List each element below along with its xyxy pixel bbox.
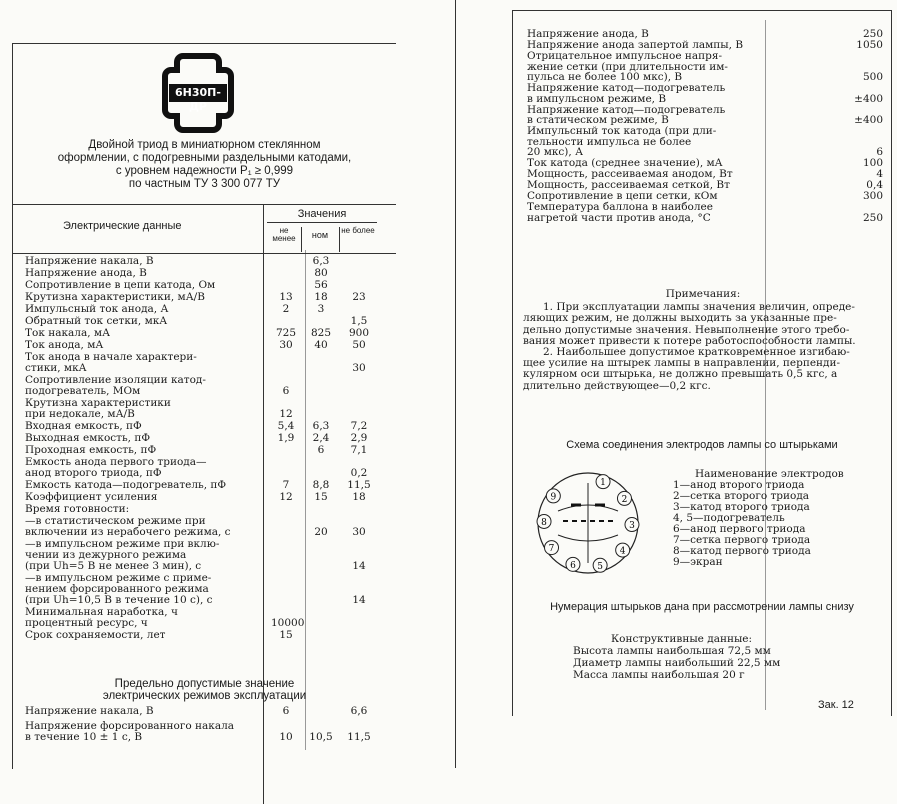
param-text: тельности импульса не более [527,135,692,148]
legend-item: 2—сетка второго триода [673,490,810,502]
pin-number: 1 [600,478,606,489]
nom-value: 40 [314,339,328,351]
values-column-header: Значения [267,208,377,223]
param-text: стики, мкА [25,362,87,374]
tube-type-label: 6Н30П-ДР [175,86,221,113]
legend-item: 4, 5—подогреватель [673,512,785,524]
note-line: ляющих режим, не должны выходить за указанные пре- [523,312,837,325]
param-text: Крутизна характеристики [25,397,171,409]
construct-line: Диаметр лампы наибольший 22,5 мм [573,657,781,669]
param-text: Ток анода в начале характери- [25,351,197,363]
column-divider [339,227,340,252]
legend-item: 1—анод второго триода [673,479,805,491]
pin-number: 3 [629,521,635,532]
param-value: 500 [862,71,883,83]
legend-item: 3—катод второго триода [673,501,810,513]
schema-title: Схема соединения электродов лампы со штырьками [566,439,838,451]
legend-item: 7—сетка первого триода [673,534,811,546]
pin-number: 4 [619,546,626,557]
param-text: Ток анода, мА [25,339,104,351]
param-text: Импульсный ток анода, А [25,303,169,315]
limit-param-text: Напряжение накала, В [25,705,154,717]
nom-value: 15 [314,491,328,503]
param-text: —в статистическом режиме при [25,515,206,527]
max-value: 7,2 [350,420,368,432]
nom-value: 80 [314,267,328,279]
param-text: Входная емкость, пФ [25,420,142,432]
param-text: Ток катода (среднее значение), мА [527,157,723,169]
param-text: Мощность, рассеиваемая сеткой, Вт [527,179,730,191]
construct-data [573,633,780,681]
max-column-header: не более [341,226,375,235]
param-value: 6 [876,146,883,158]
param-value: 100 [862,157,883,169]
note-line: дельно допустимые значения. Невыполнение этого требо- [523,323,850,336]
max-value: 11,5 [347,479,371,491]
construct-line: Высота лампы наибольшая 72,5 мм [573,645,771,657]
max-value: 14 [352,594,366,606]
nom-value: 6,3 [312,420,330,432]
note-line: кулярном оси штырька, не должно превышать 0,5 кгс, а [523,368,838,381]
nom-value: 6 [317,444,325,456]
param-text: включении из нерабочего режима, с [25,526,231,538]
max-value: 6,6 [350,705,368,717]
param-text: Ток накала, мА [25,327,111,339]
param-text: 20 мкс), А [527,146,584,158]
title-line: Двойной триод в миниатюрном стеклянном [88,139,321,151]
param-text: Отрицательное импульсное напря- [527,50,723,62]
param-text: Выходная емкость, пФ [25,432,151,444]
param-text: Проходная емкость, пФ [25,444,157,456]
max-value: 14 [352,560,366,572]
pin-number: 5 [597,561,603,572]
param-value: 4 [876,168,883,180]
max-value: 7,1 [350,444,368,456]
param-text: Напряжение катод—подогреватель [527,82,726,94]
left-page [12,43,396,769]
pin-number: 2 [621,494,628,505]
param-text: нением форсированного режима [25,583,209,595]
min-value: 15 [279,629,293,641]
column-divider [263,204,264,804]
nom-value: 8,8 [312,479,330,491]
order-number: Зак. 12 [818,699,854,711]
param-text: (при Uh=10,5 В в течение 10 с), с [25,594,213,606]
limits-title-line: Предельно допустимые значение [114,678,295,690]
limits-title-line: электрических режимов эксплуатации [102,690,307,702]
pin-number: 9 [550,492,557,503]
max-value: 30 [352,526,366,538]
limit-param-text: в течение 10 ± 1 с, В [25,731,143,743]
nom-value: 6,3 [312,255,330,267]
param-value: 1050 [856,39,883,51]
max-value: 900 [348,327,370,339]
min-value: 12 [279,491,293,503]
param-text: —в импульсном режиме при вклю- [25,538,220,550]
param-column-header: Электрические данные [63,220,182,232]
param-text: анод второго триода, пФ [25,467,162,479]
notes [523,289,883,392]
column-divider [301,227,302,252]
param-text: Температура баллона в наиболее [527,201,713,213]
param-text: нагретой части против анода, °С [527,211,711,224]
limit-param-text: Напряжение форсированного накала [25,720,235,732]
nom-value: 18 [314,291,328,303]
max-value: 50 [352,339,366,351]
param-text: Мощность, рассеиваемая анодом, Вт [527,168,733,180]
min-value: 13 [279,291,293,303]
pin-diagram [533,463,643,581]
param-text: подогреватель, МОм [25,385,141,397]
param-text: чении из дежурного режима [25,549,187,561]
nom-value: 2,4 [312,432,330,444]
nom-value: 825 [310,327,332,339]
min-value: 7 [282,479,290,491]
max-value: 1,5 [350,315,368,327]
param-value: 250 [862,28,883,40]
param-text: Срок сохраняемости, лет [25,629,166,641]
param-text: Крутизна характеристики, мА/В [25,291,205,303]
param-text: Обратный ток сетки, мкА [25,315,168,327]
legend-item: 8—катод первого триода [673,545,811,557]
param-text: Сопротивление изоляции катод- [25,374,206,386]
param-text: Емкость катода—подогреватель, пФ [25,479,227,491]
tube-logo [153,52,243,134]
min-value: 10 [279,731,293,743]
param-text: процентный ресурс, ч [25,617,148,629]
min-value: 1,9 [277,432,295,444]
note-line: 1. При эксплуатации лампы значения величин, опреде- [543,301,855,314]
param-text: при недокале, мА/В [25,408,135,420]
param-text: жение сетки (при длительности им- [527,60,728,73]
param-text: Напряжение анода, В [25,267,147,279]
max-value: 0,2 [350,467,368,479]
param-text: Сопротивление в цепи сетки, кОм [527,190,718,202]
param-text: Коэффициент усиления [25,491,158,503]
right-page [512,10,892,716]
nom-value: 3 [317,303,325,315]
min-value: 5,4 [277,420,295,432]
param-value: ±400 [854,92,883,105]
notes-title: Примечания: [665,288,741,300]
title-line: по частным ТУ 3 300 077 ТУ [128,178,281,190]
note-line: 2. Наибольшее допустимое кратковременное изгибаю- [543,346,850,359]
legend-item: 9—экран [673,556,723,568]
param-text: Импульсный ток катода (при дли- [527,125,717,137]
param-text: (при Uh=5 В не менее 3 мин), с [25,560,202,572]
param-text: Напряжение накала, В [25,255,154,267]
nom-value: 20 [314,526,328,538]
param-text: —в импульсном режиме с приме- [25,572,212,584]
numbering-note: Нумерация штырьков дана при рассмотрении лампы снизу [550,601,854,613]
min-value: 2 [282,303,290,315]
construct-line: Масса лампы наибольшая 20 г [573,669,745,681]
max-value: 30 [352,362,366,374]
nom-column-header: ном [311,230,329,240]
max-value: 2,9 [350,432,368,444]
param-text: Сопротивление в цепи катода, Ом [25,279,216,291]
pin-number: 6 [570,560,576,571]
max-value: 11,5 [347,731,371,743]
pin-number: 8 [541,517,547,528]
limits-title [13,678,396,702]
nom-value: 56 [314,279,328,291]
note-line: щее усилие на штырек лампы в направлении, перпенди- [523,357,841,370]
max-value: 18 [352,491,366,503]
param-value: 0,4 [866,179,883,191]
param-text: Емкость анода первого триода— [25,456,207,468]
min-value: 6 [282,705,290,717]
param-text: пульса не более 100 мкс), В [527,71,683,83]
param-value: ±400 [854,114,883,126]
note-line: вания может привести к потере работоспособности лампы. [523,334,856,347]
legend-item: 6—анод первого триода [673,523,806,535]
min-column-header: не менее [272,226,296,243]
param-text: в импульсном режиме, В [527,92,667,105]
param-text: Время готовности: [25,503,130,515]
min-value: 6 [282,385,290,397]
pin-number: 7 [548,544,555,555]
min-value: 30 [279,339,293,351]
param-text: Напряжение анода запертой лампы, В [527,39,744,51]
electrode-legend [673,469,844,568]
param-value: 250 [862,211,883,224]
param-text: в статическом режиме, В [527,114,669,126]
max-value: 23 [352,291,366,303]
title-line: с уровнем надежности P₁ ≥ 0,999 [115,165,294,177]
param-text: Напряжение анода, В [527,28,649,40]
min-value: 10000 [271,617,305,629]
min-value: 12 [279,408,293,420]
param-text: Минимальная наработка, ч [25,606,178,618]
construct-title: Конструктивные данные: [611,633,753,645]
nom-value: 10,5 [309,731,333,743]
min-value: 725 [275,327,297,339]
title-line: оформлении, с подогревными раздельными катодами, [57,152,352,164]
book-fold [455,0,456,768]
param-text: Напряжение катод—подогреватель [527,103,726,116]
note-line: длительно действующее—0,2 кгс. [523,379,711,392]
legend-title: Наименование электродов [695,468,844,480]
param-value: 300 [862,190,883,202]
tube-description [13,139,396,191]
